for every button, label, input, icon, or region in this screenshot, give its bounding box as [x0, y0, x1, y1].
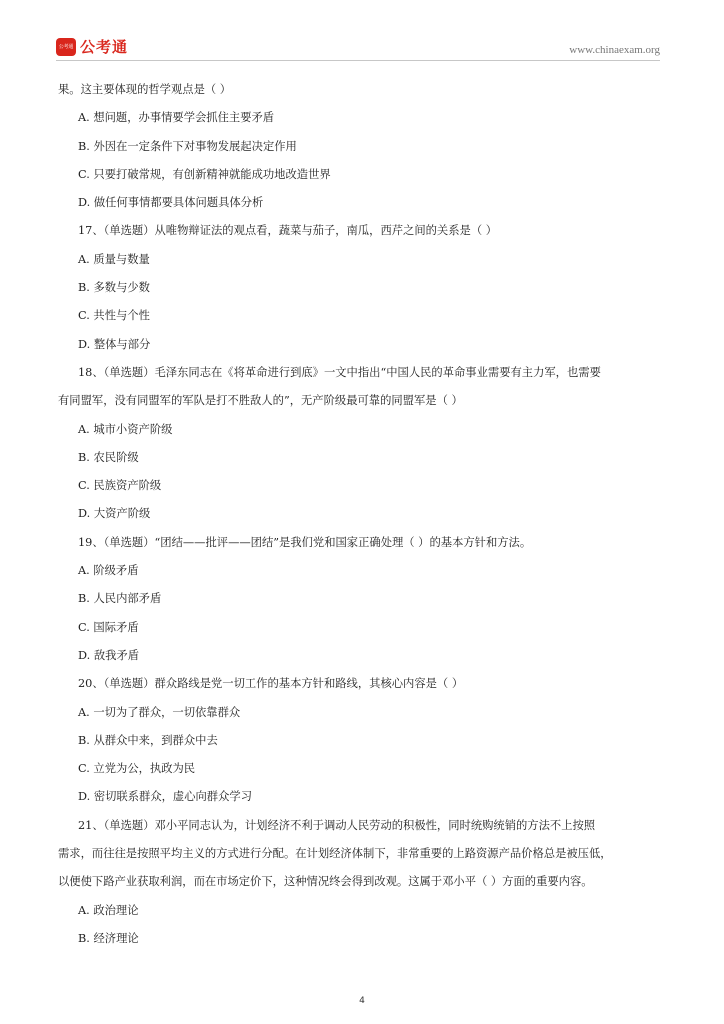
text-line: A. 一切为了群众，一切依靠群众 — [78, 705, 241, 719]
text-line: 17、（单选题）从唯物辩证法的观点看，蔬菜与茄子，南瓜，西芹之间的关系是（ ） — [78, 224, 498, 238]
text-line: 18、（单选题）毛泽东同志在《将革命进行到底》一文中指出“中国人民的革命事业需要有主力军，也需要 — [78, 365, 601, 379]
site-url: www.chinaexam.org — [569, 44, 660, 56]
text-line: 21、（单选题）邓小平同志认为，计划经济不利于调动人民劳动的积极性，同时统购统销的方法不上按照 — [78, 818, 596, 832]
text-line: D. 做任何事情都要具体问题具体分析 — [78, 196, 264, 210]
text-line: 20、（单选题）群众路线是党一切工作的基本方针和路线，其核心内容是（ ） — [78, 677, 464, 691]
text-line: C. 民族资产阶级 — [78, 479, 162, 493]
page-number: 4 — [359, 996, 365, 1006]
brand-logo — [56, 36, 128, 57]
text-line: B. 多数与少数 — [78, 281, 150, 295]
text-line: D. 敌我矛盾 — [78, 648, 140, 662]
text-line: B. 经济理论 — [78, 931, 139, 945]
text-line: C. 国际矛盾 — [78, 620, 139, 634]
text-line: D. 密切联系群众，虚心向群众学习 — [78, 790, 252, 804]
logo-text: 公考通 — [80, 38, 129, 56]
logo-badge: 公考通 — [56, 38, 76, 56]
text-line: A. 政治理论 — [78, 903, 139, 917]
text-line: 以便使下路产业获取利润，而在市场定价下，这种情况终会得到改观。这属于邓小平（ ）方面的重要内容。 — [58, 875, 593, 889]
text-line: A. 城市小资产阶级 — [78, 422, 173, 436]
page-header — [0, 0, 724, 62]
text-line: D. 大资产阶级 — [78, 507, 151, 521]
text-line: A. 质量与数量 — [78, 252, 150, 266]
text-line: 需求，而往往是按照平均主义的方式进行分配。在计划经济体制下，非常重要的上路资源产品价格总是被压低， — [58, 847, 612, 861]
document-body — [58, 76, 670, 953]
text-line: C. 立党为公，执政为民 — [78, 762, 196, 776]
text-line: C. 只要打破常规，有创新精神就能成功地改造世界 — [78, 167, 331, 181]
header-divider — [56, 60, 660, 61]
text-line: B. 人民内部矛盾 — [78, 592, 162, 606]
text-line: A. 阶级矛盾 — [78, 564, 139, 578]
text-line: C. 共性与个性 — [78, 309, 150, 323]
text-line: 有同盟军，没有同盟军的军队是打不胜敌人的”，无产阶级最可靠的同盟军是（ ） — [58, 394, 463, 408]
text-line: 19、（单选题）“团结——批评——团结”是我们党和国家正确处理（ ）的基本方针和方法。 — [78, 535, 532, 549]
text-line: D. 整体与部分 — [78, 337, 151, 351]
text-line: B. 从群众中来，到群众中去 — [78, 733, 218, 747]
text-line: A. 想问题，办事情要学会抓住主要矛盾 — [78, 111, 275, 125]
text-line: B. 外因在一定条件下对事物发展起决定作用 — [78, 139, 297, 153]
text-line: 果。这主要体现的哲学观点是（ ） — [58, 83, 232, 96]
text-line: B. 农民阶级 — [78, 450, 139, 464]
